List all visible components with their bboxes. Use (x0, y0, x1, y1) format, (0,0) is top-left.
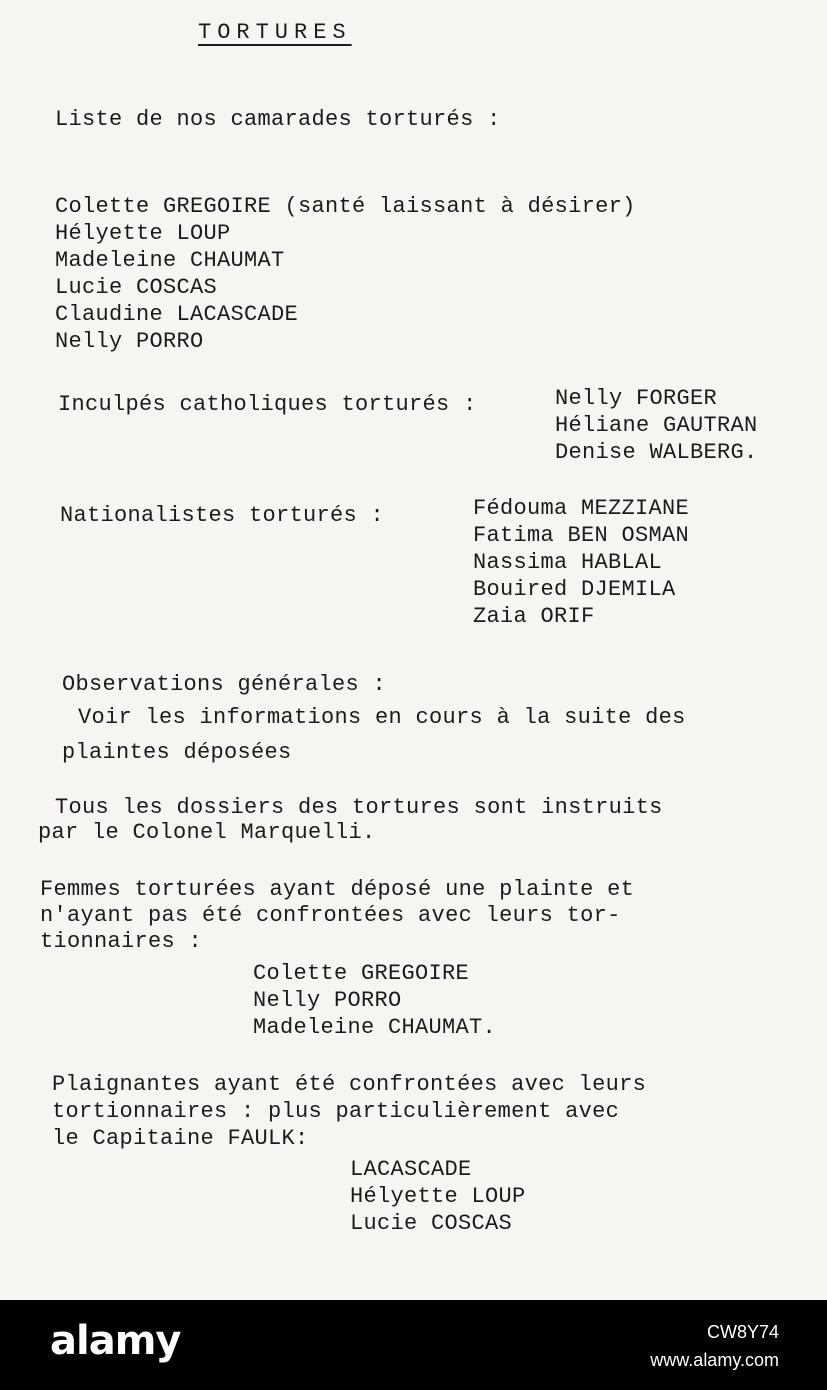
catholics-label: Inculpés catholiques torturés : (58, 392, 477, 417)
plaintiffs-paragraph-line: tortionnaires : plus particulièrement avec (52, 1099, 620, 1124)
list-item: Fatima BEN OSMAN (473, 523, 690, 548)
list-item: Zaia ORIF (473, 604, 595, 629)
list-item: Madeleine CHAUMAT (55, 248, 285, 273)
observations-line: Voir les informations en cours à la suite des (78, 705, 686, 730)
dossiers-line: Tous les dossiers des tortures sont instruits (55, 795, 663, 820)
observations-line: plaintes déposées (62, 740, 292, 765)
dossiers-line: par le Colonel Marquelli. (38, 820, 376, 845)
list-item: Madeleine CHAUMAT. (253, 1015, 497, 1040)
list-item: LACASCADE (350, 1157, 472, 1182)
list-item: Colette GREGOIRE (santé laissant à désirer) (55, 194, 636, 219)
list-item: Claudine LACASCADE (55, 302, 299, 327)
list-item: Lucie COSCAS (350, 1211, 513, 1236)
women-list (253, 960, 496, 1041)
alamy-logo: alamy (50, 1318, 181, 1364)
list-item: Nassima HABLAL (473, 550, 663, 575)
women-paragraph-line: n'ayant pas été confrontées avec leurs tor- (40, 903, 621, 928)
comrades-list (55, 193, 636, 355)
list-item: Hélyette LOUP (55, 221, 231, 246)
intro-line: Liste de nos camarades torturés : (55, 107, 501, 132)
list-item: Hélyette LOUP (350, 1184, 526, 1209)
plaintiffs-paragraph-line: Plaignantes ayant été confrontées avec leurs (52, 1072, 647, 1097)
image-id: CW8Y74 (706, 1322, 779, 1342)
catholics-list (555, 385, 758, 466)
list-item: Bouired DJEMILA (473, 577, 676, 602)
list-item: Colette GREGOIRE (253, 961, 470, 986)
nationalists-label: Nationalistes torturés : (60, 503, 385, 528)
list-item: Héliane GAUTRAN (555, 413, 758, 438)
list-item: Denise WALBERG. (555, 440, 758, 465)
women-paragraph-line: Femmes torturées ayant déposé une plainte et (40, 877, 635, 902)
site-url: www.alamy.com (650, 1350, 779, 1370)
list-item: Fédouma MEZZIANE (473, 496, 690, 521)
observations-label: Observations générales : (62, 672, 387, 697)
list-item: Nelly PORRO (55, 329, 204, 354)
nationalists-list (473, 495, 689, 630)
women-paragraph-line: tionnaires : (40, 929, 203, 954)
list-item: Nelly PORRO (253, 988, 402, 1013)
list-item: Nelly FORGER (555, 386, 718, 411)
list-item: Lucie COSCAS (55, 275, 218, 300)
plaintiffs-list (350, 1156, 526, 1237)
document-title: TORTURES (198, 20, 352, 45)
plaintiffs-paragraph-line: le Capitaine FAULK: (52, 1126, 309, 1151)
